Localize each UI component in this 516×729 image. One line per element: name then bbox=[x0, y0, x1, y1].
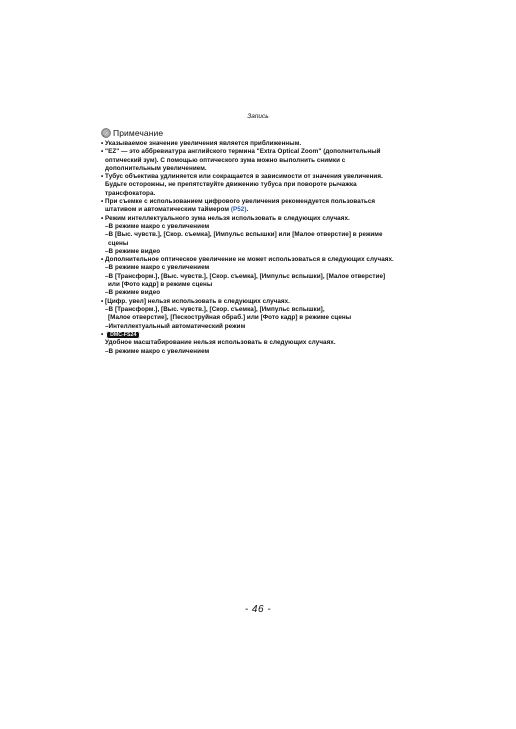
note-line-text: –В режиме видео bbox=[105, 289, 161, 297]
note-line bbox=[101, 231, 421, 239]
note-line-text: • Режим интеллектуального зума нельзя использовать в следующих случаях. bbox=[101, 214, 350, 222]
note-line bbox=[101, 181, 421, 189]
note-line-text: • Дополнительное оптическое увеличение не может использоваться в следующих случаях. bbox=[101, 256, 394, 264]
page-reference-link[interactable]: (P52) bbox=[230, 206, 247, 214]
note-line bbox=[101, 165, 421, 173]
note-line bbox=[101, 248, 421, 256]
note-line-text: • bbox=[101, 330, 104, 338]
note-line bbox=[101, 314, 421, 322]
model-badge: DMC-FS24 bbox=[106, 331, 140, 340]
note-line bbox=[101, 264, 421, 272]
note-line-text: или [Фото кадр] в режиме сцены bbox=[108, 281, 213, 289]
note-line bbox=[101, 240, 421, 248]
note-line-text: –В режиме макро с увеличением bbox=[105, 347, 210, 355]
section-header: Запись bbox=[247, 113, 269, 120]
note-line bbox=[101, 157, 421, 165]
note-line bbox=[101, 323, 421, 331]
note-line-suffix: . bbox=[246, 206, 249, 214]
note-line bbox=[101, 223, 421, 231]
note-line-text: [Малое отверстие], [Пескоструйная обраб.] или [Фото кадр] в режиме сцены bbox=[108, 314, 352, 322]
note-line bbox=[101, 348, 421, 356]
note-line-text: –В режиме макро с увеличением bbox=[105, 264, 210, 272]
note-line-text: • Тубус объектива удлиняется или сокращается в зависимости от значения увеличения. bbox=[101, 173, 383, 181]
note-line bbox=[101, 215, 421, 223]
note-line-text: • [Цифр. увел] нельзя использовать в следующих случаях. bbox=[101, 297, 290, 305]
note-line-text: • Указываемое значение увеличения является приближенным. bbox=[101, 140, 302, 147]
page-number: - 46 - bbox=[244, 604, 272, 615]
note-line-text: трансфокатора. bbox=[105, 189, 156, 197]
note-line-text: –Интеллектуальный автоматический режим bbox=[105, 322, 246, 330]
note-line-text: –В режиме видео bbox=[105, 247, 161, 255]
note-line bbox=[101, 298, 421, 306]
note-block bbox=[101, 127, 421, 356]
note-line bbox=[101, 289, 421, 297]
note-line-text: –В [Трансформ.], [Выс. чувств.], [Скор. съемка], [Импульс вспышки], [Малое отверстие] bbox=[105, 272, 386, 280]
note-line bbox=[101, 256, 421, 264]
note-line-text: дополнительным увеличением. bbox=[105, 164, 207, 172]
note-line-text: Удобное масштабирование нельзя использовать в следующих случаях. bbox=[105, 339, 336, 347]
note-icon bbox=[101, 128, 111, 138]
note-line-text: –В [Выс. чувств.], [Скор. съемка], [Импульс вспышки] или [Малое отверстие] в режиме bbox=[105, 231, 383, 239]
note-title-text: Примечание bbox=[113, 128, 164, 138]
note-line-text: оптический зум). С помощью оптического зума можно выполнить снимки с bbox=[105, 156, 346, 164]
note-line-text: сцены bbox=[108, 239, 129, 247]
note-line bbox=[101, 339, 421, 347]
note-line bbox=[101, 190, 421, 198]
note-lines bbox=[101, 140, 421, 356]
note-line bbox=[101, 306, 421, 314]
note-line-text: –В режиме макро с увеличением bbox=[105, 222, 210, 230]
note-line-text: Будьте осторожны, не препятствуйте движению тубуса при повороте рычажка bbox=[105, 181, 357, 189]
note-line bbox=[101, 148, 421, 156]
note-line-text: • "EZ" — это аббревиатура английского термина "Extra Optical Zoom" (дополнительный bbox=[101, 148, 381, 156]
note-line-text: –В [Трансформ.], [Выс. чувств.], [Скор. съемка], [Импульс вспышки], bbox=[105, 305, 325, 313]
note-line bbox=[101, 206, 421, 214]
note-line bbox=[101, 281, 421, 289]
note-line bbox=[101, 273, 421, 281]
note-title bbox=[101, 127, 421, 139]
note-line-text: штативом и автоматическим таймером bbox=[105, 206, 230, 214]
note-line-text: • При съемке с использованием цифрового увеличения рекомендуется пользоваться bbox=[101, 198, 376, 206]
